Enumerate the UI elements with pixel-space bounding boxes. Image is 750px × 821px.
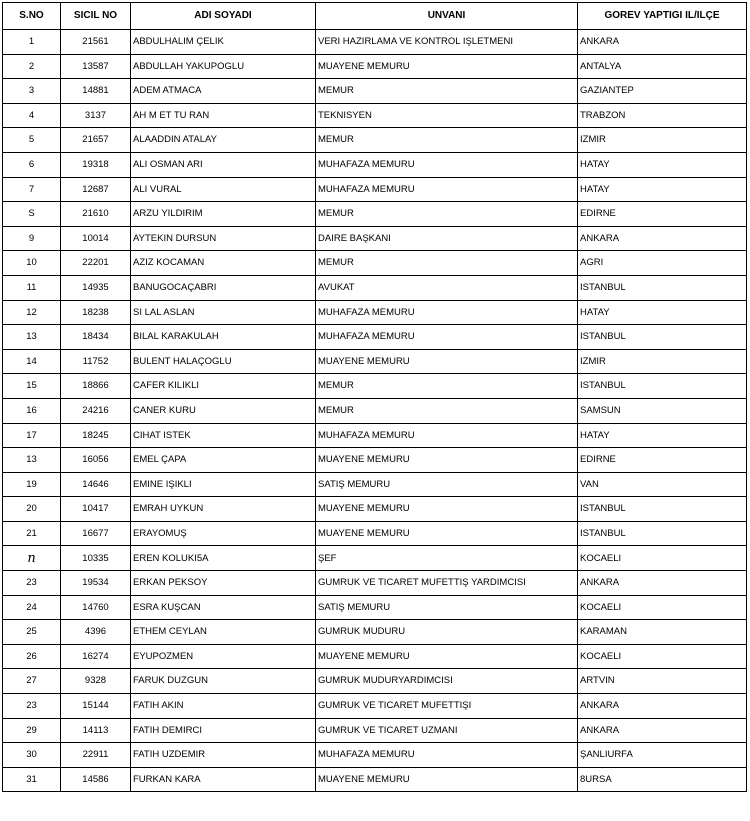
cell-place: EDIRNE [578,202,747,227]
table-row [3,54,747,79]
cell-title: MUHAFAZA MEMURU [316,152,578,177]
table-header [3,3,747,30]
cell-no: 19 [3,472,61,497]
cell-place: ANKARA [578,571,747,596]
cell-name: EREN KOLUKI5A [131,546,316,571]
cell-name: FATIH AKIN [131,694,316,719]
table-row [3,620,747,645]
cell-name: ETHEM CEYLAN [131,620,316,645]
cell-title: GUMRUK VE TICARET MUFETTIŞI [316,694,578,719]
cell-name: AZIZ KOCAMAN [131,251,316,276]
table-row [3,325,747,350]
table-row [3,275,747,300]
cell-name: AYTEKIN DURSUN [131,226,316,251]
cell-place: TRABZON [578,103,747,128]
cell-no: 24 [3,595,61,620]
cell-sicil: 16274 [61,644,131,669]
cell-sicil: 21610 [61,202,131,227]
cell-name: EMEL ÇAPA [131,448,316,473]
cell-sicil: 15144 [61,694,131,719]
table-row [3,521,747,546]
cell-no: 15 [3,374,61,399]
cell-no: 20 [3,497,61,522]
table-row [3,472,747,497]
cell-name: FATIH DEMIRCI [131,718,316,743]
table-row [3,694,747,719]
cell-no: 21 [3,521,61,546]
cell-no: 31 [3,767,61,792]
cell-name: FARUK DUZGUN [131,669,316,694]
cell-name: ADEM ATMACA [131,79,316,104]
table-row [3,202,747,227]
cell-name: ABDULHALIM ÇELIK [131,30,316,55]
cell-name: AH M ET TU RAN [131,103,316,128]
cell-name: FATIH UZDEMIR [131,743,316,768]
cell-place: KOCAELI [578,644,747,669]
cell-no: 1 [3,30,61,55]
cell-sicil: 14881 [61,79,131,104]
cell-name: EYUPOZMEN [131,644,316,669]
cell-place: ISTANBUL [578,374,747,399]
table-row [3,226,747,251]
table-row [3,128,747,153]
cell-place: ISTANBUL [578,325,747,350]
cell-no: 23 [3,694,61,719]
table-row [3,448,747,473]
cell-place: AGRI [578,251,747,276]
cell-name: EMRAH UYKUN [131,497,316,522]
cell-name: ALI VURAL [131,177,316,202]
cell-no: 12 [3,300,61,325]
cell-place: 8URSA [578,767,747,792]
cell-place: KOCAELI [578,595,747,620]
table-row [3,571,747,596]
cell-sicil: 18245 [61,423,131,448]
cell-name: CAFER KILIKLI [131,374,316,399]
table-row [3,669,747,694]
cell-no: 25 [3,620,61,645]
cell-title: MUHAFAZA MEMURU [316,325,578,350]
cell-no: 23 [3,571,61,596]
cell-place: ANKARA [578,30,747,55]
cell-no: 30 [3,743,61,768]
cell-sicil: 14113 [61,718,131,743]
cell-title: MEMUR [316,398,578,423]
cell-no: 29 [3,718,61,743]
cell-sicil: 12687 [61,177,131,202]
cell-sicil: 19318 [61,152,131,177]
cell-title: MUHAFAZA MEMURU [316,300,578,325]
cell-title: MUAYENE MEMURU [316,644,578,669]
cell-sicil: 10417 [61,497,131,522]
cell-title: MUAYENE MEMURU [316,521,578,546]
cell-place: KOCAELI [578,546,747,571]
cell-sicil: 19534 [61,571,131,596]
cell-name: SI LAL ASLAN [131,300,316,325]
cell-name: ABDULLAH YAKUPOGLU [131,54,316,79]
cell-no: 3 [3,79,61,104]
table-row [3,152,747,177]
cell-place: ANKARA [578,226,747,251]
cell-no: 6 [3,152,61,177]
cell-title: GUMRUK MUDURU [316,620,578,645]
cell-place: ISTANBUL [578,497,747,522]
cell-place: HATAY [578,300,747,325]
cell-sicil: 4396 [61,620,131,645]
table-row [3,30,747,55]
cell-no: 9 [3,226,61,251]
cell-name: EMINE IŞIKLI [131,472,316,497]
cell-place: GAZIANTEP [578,79,747,104]
table-row [3,423,747,448]
cell-sicil: 22201 [61,251,131,276]
cell-sicil: 14646 [61,472,131,497]
header-no: S.NO [3,3,61,30]
cell-place: IZMIR [578,349,747,374]
cell-title: MEMUR [316,128,578,153]
table-row [3,79,747,104]
cell-sicil: 3137 [61,103,131,128]
cell-title: MEMUR [316,79,578,104]
cell-sicil: 18866 [61,374,131,399]
cell-no: S [3,202,61,227]
personnel-table [2,2,747,792]
cell-title: ŞEF [316,546,578,571]
cell-no: 27 [3,669,61,694]
cell-name: ALAADDIN ATALAY [131,128,316,153]
cell-title: MEMUR [316,202,578,227]
cell-title: SATIŞ MEMURU [316,595,578,620]
cell-sicil: 13587 [61,54,131,79]
table-row [3,398,747,423]
cell-sicil: 10335 [61,546,131,571]
cell-place: ANTALYA [578,54,747,79]
cell-sicil: 22911 [61,743,131,768]
cell-title: MUHAFAZA MEMURU [316,177,578,202]
cell-no: 5 [3,128,61,153]
cell-no: 17 [3,423,61,448]
cell-name: ERAYOMUŞ [131,521,316,546]
table-row [3,767,747,792]
cell-name: CANER KURU [131,398,316,423]
header-row [3,3,747,30]
cell-place: ANKARA [578,718,747,743]
cell-title: GUMRUK VE TICARET MUFETTIŞ YARDIMCISI [316,571,578,596]
cell-place: IZMIR [578,128,747,153]
table-row [3,644,747,669]
cell-name: ARZU YILDIRIM [131,202,316,227]
table-row [3,497,747,522]
cell-sicil: 16056 [61,448,131,473]
table-body [3,30,747,792]
table-row [3,374,747,399]
cell-no: 13 [3,448,61,473]
cell-no: 11 [3,275,61,300]
cell-title: VERI HAZIRLAMA VE KONTROL IŞLETMENI [316,30,578,55]
cell-title: MUAYENE MEMURU [316,497,578,522]
cell-sicil: 14935 [61,275,131,300]
cell-title: DAIRE BAŞKANI [316,226,578,251]
table-row [3,251,747,276]
cell-name: BANUGOCAÇABRI [131,275,316,300]
cell-name: FURKAN KARA [131,767,316,792]
cell-no: 14 [3,349,61,374]
table-row [3,546,747,571]
header-title: UNVANI [316,3,578,30]
cell-title: GUMRUK MUDURYARDIMCISI [316,669,578,694]
cell-title: GUMRUK VE TICARET UZMANI [316,718,578,743]
cell-name: ALI OSMAN ARI [131,152,316,177]
cell-sicil: 14586 [61,767,131,792]
cell-sicil: 24216 [61,398,131,423]
cell-sicil: 11752 [61,349,131,374]
table-row [3,595,747,620]
cell-no: 2 [3,54,61,79]
table-row [3,103,747,128]
cell-place: ISTANBUL [578,521,747,546]
cell-title: MUAYENE MEMURU [316,349,578,374]
cell-no: n [3,546,61,571]
cell-title: MEMUR [316,374,578,399]
cell-place: ARTVIN [578,669,747,694]
cell-no: 13 [3,325,61,350]
cell-title: MUHAFAZA MEMURU [316,743,578,768]
cell-sicil: 18434 [61,325,131,350]
table-row [3,177,747,202]
cell-name: CIHAT ISTEK [131,423,316,448]
cell-sicil: 16677 [61,521,131,546]
cell-place: EDIRNE [578,448,747,473]
cell-no: 10 [3,251,61,276]
cell-place: HATAY [578,177,747,202]
cell-place: SAMSUN [578,398,747,423]
cell-no: 26 [3,644,61,669]
cell-sicil: 14760 [61,595,131,620]
cell-title: MUAYENE MEMURU [316,54,578,79]
table-row [3,718,747,743]
cell-name: BILAL KARAKULAH [131,325,316,350]
cell-place: ISTANBUL [578,275,747,300]
cell-title: TEKNISYEN [316,103,578,128]
cell-title: MUAYENE MEMURU [316,767,578,792]
cell-title: MUAYENE MEMURU [316,448,578,473]
cell-title: MUHAFAZA MEMURU [316,423,578,448]
cell-name: BULENT HALAÇOGLU [131,349,316,374]
cell-sicil: 21561 [61,30,131,55]
cell-name: ESRA KUŞCAN [131,595,316,620]
cell-sicil: 10014 [61,226,131,251]
cell-title: MEMUR [316,251,578,276]
cell-no: 4 [3,103,61,128]
table-row [3,743,747,768]
cell-title: SATIŞ MEMURU [316,472,578,497]
table-row [3,349,747,374]
cell-no: 16 [3,398,61,423]
cell-no: 7 [3,177,61,202]
cell-place: ANKARA [578,694,747,719]
cell-sicil: 18238 [61,300,131,325]
header-sicil: SICIL NO [61,3,131,30]
cell-place: HATAY [578,423,747,448]
cell-place: HATAY [578,152,747,177]
cell-name: ERKAN PEKSOY [131,571,316,596]
cell-title: AVUKAT [316,275,578,300]
cell-place: KARAMAN [578,620,747,645]
cell-sicil: 21657 [61,128,131,153]
header-name: ADI SOYADI [131,3,316,30]
table-row [3,300,747,325]
cell-sicil: 9328 [61,669,131,694]
cell-place: ŞANLIURFA [578,743,747,768]
cell-place: VAN [578,472,747,497]
header-place: GOREV YAPTIGI IL/ILÇE [578,3,747,30]
